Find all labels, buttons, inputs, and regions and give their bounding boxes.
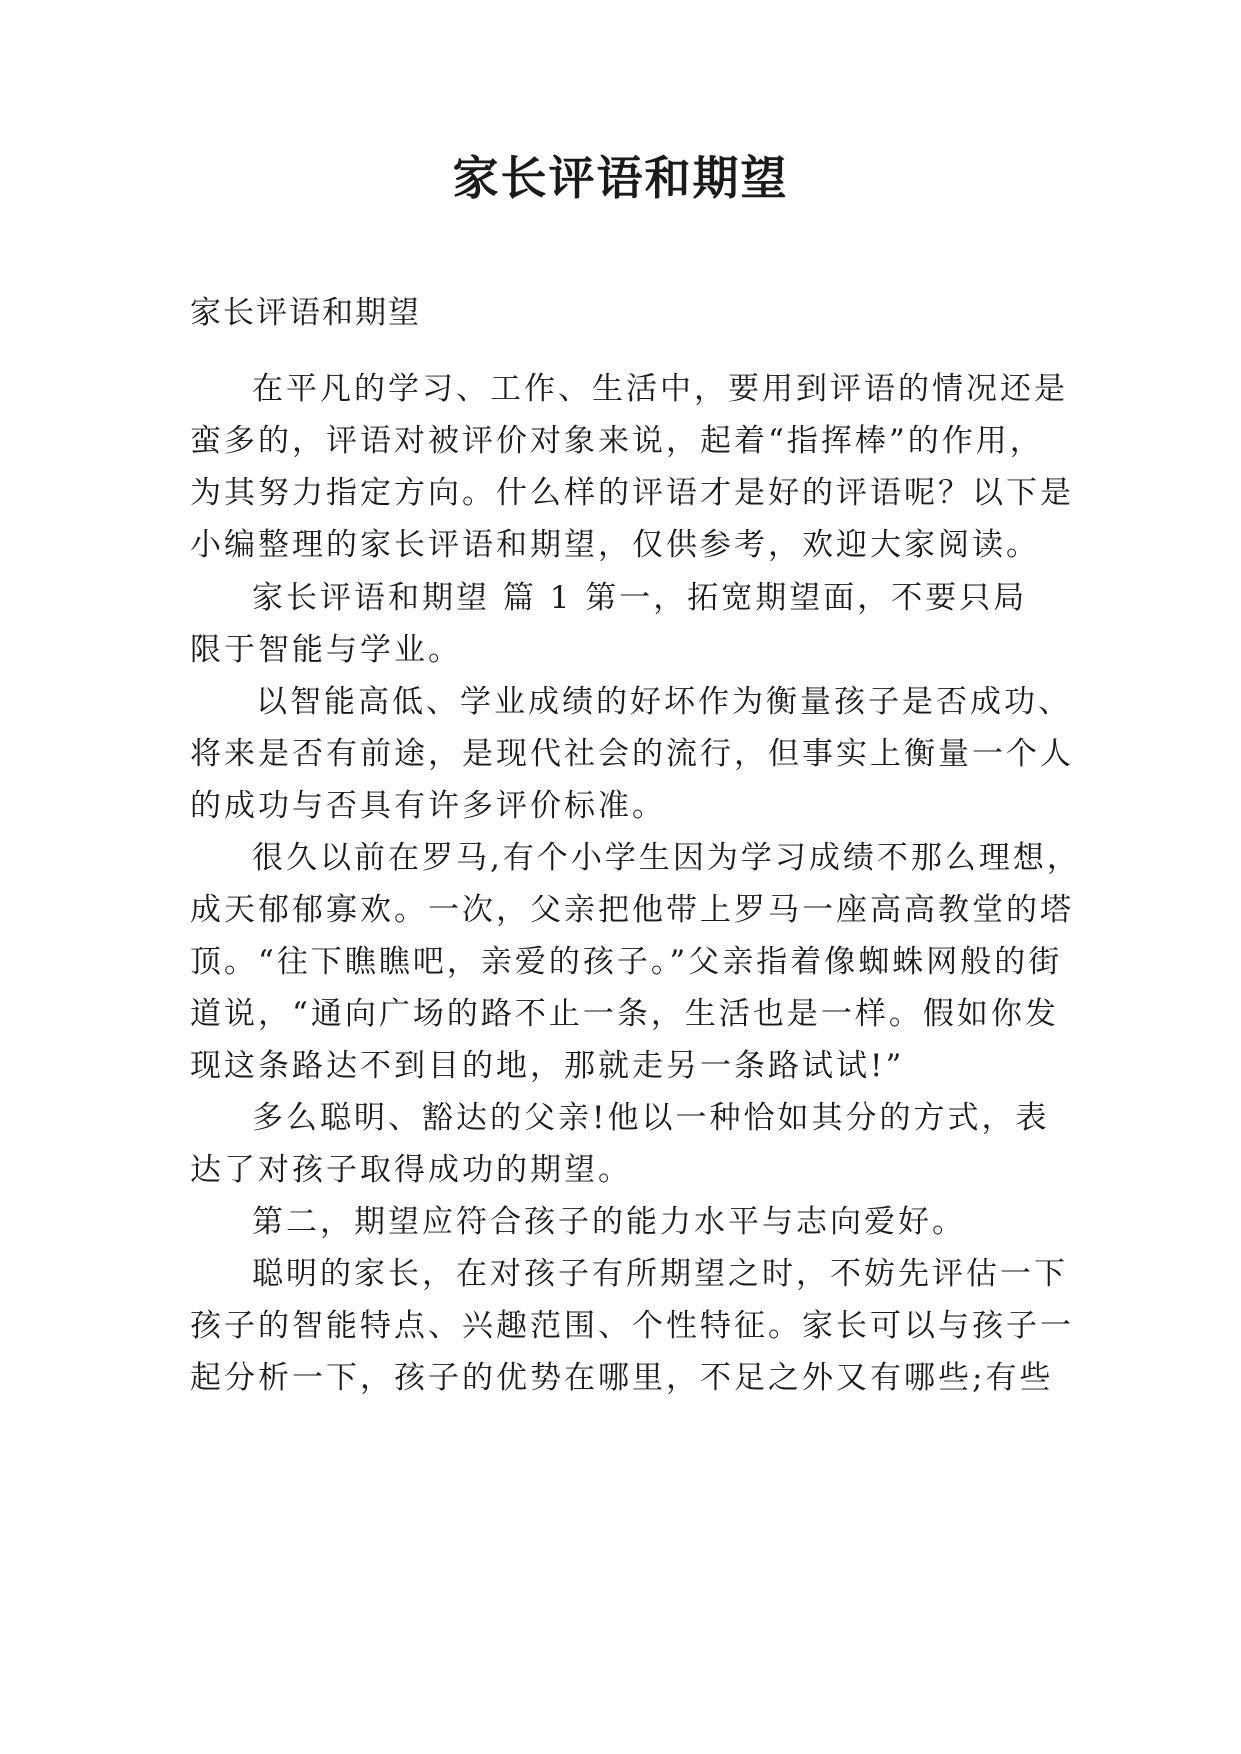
body-line: 道说，“通向广场的路不止一条，生活也是一样。假如你发 [190,996,1059,1032]
body-line: 聪明的家长，在对孩子有所期望之时，不妨先评估一下 [252,1256,1068,1292]
body-line: 将来是否有前途，是现代社会的流行，但事实上衡量一个人 [190,736,1074,772]
body-line: 限于智能与学业。 [190,632,462,668]
body-line: 在平凡的学习、工作、生活中，要用到评语的情况还是 [252,371,1068,407]
body-line: 起分析一下，孩子的优势在哪里，不足之外又有哪些;有些 [190,1360,1054,1396]
body-line: 成天郁郁寡欢。一次，父亲把他带上罗马一座高高教堂的塔 [190,892,1074,928]
body-line: 家长评语和期望 篇 1 第一，拓宽期望面，不要只局 [252,580,1028,616]
body-line: 小编整理的家长评语和期望，仅供参考，欢迎大家阅读。 [190,527,1040,563]
body-line: 的成功与否具有许多评价标准。 [190,788,666,824]
body-line: 孩子的智能特点、兴趣范围、个性特征。家长可以与孩子一 [190,1308,1074,1344]
body-line: 很久以前在罗马,有个小学生因为学习成绩不那么理想， [252,840,1081,876]
body-line: 顶。“往下瞧瞧吧，亲爱的孩子。”父亲指着像蜘蛛网般的街 [190,944,1063,980]
body-line: 以智能高低、学业成绩的好坏作为衡量孩子是否成功、 [256,684,1072,720]
document-subtitle: 家长评语和期望 [190,295,421,331]
body-line: 为其努力指定方向。什么样的评语才是好的评语呢？以下是 [190,475,1074,511]
body-line: 多么聪明、豁达的父亲!他以一种恰如其分的方式，表 [252,1100,1050,1136]
document-title: 家长评语和期望 [452,151,789,205]
body-line: 第二，期望应符合孩子的能力水平与志向爱好。 [252,1204,966,1240]
body-line: 现这条路达不到目的地，那就走另一条路试试!” [190,1048,905,1084]
body-line: 达了对孩子取得成功的期望。 [190,1152,632,1188]
body-line: 蛮多的，评语对被评价对象来说，起着“指挥棒”的作用， [190,423,1044,459]
